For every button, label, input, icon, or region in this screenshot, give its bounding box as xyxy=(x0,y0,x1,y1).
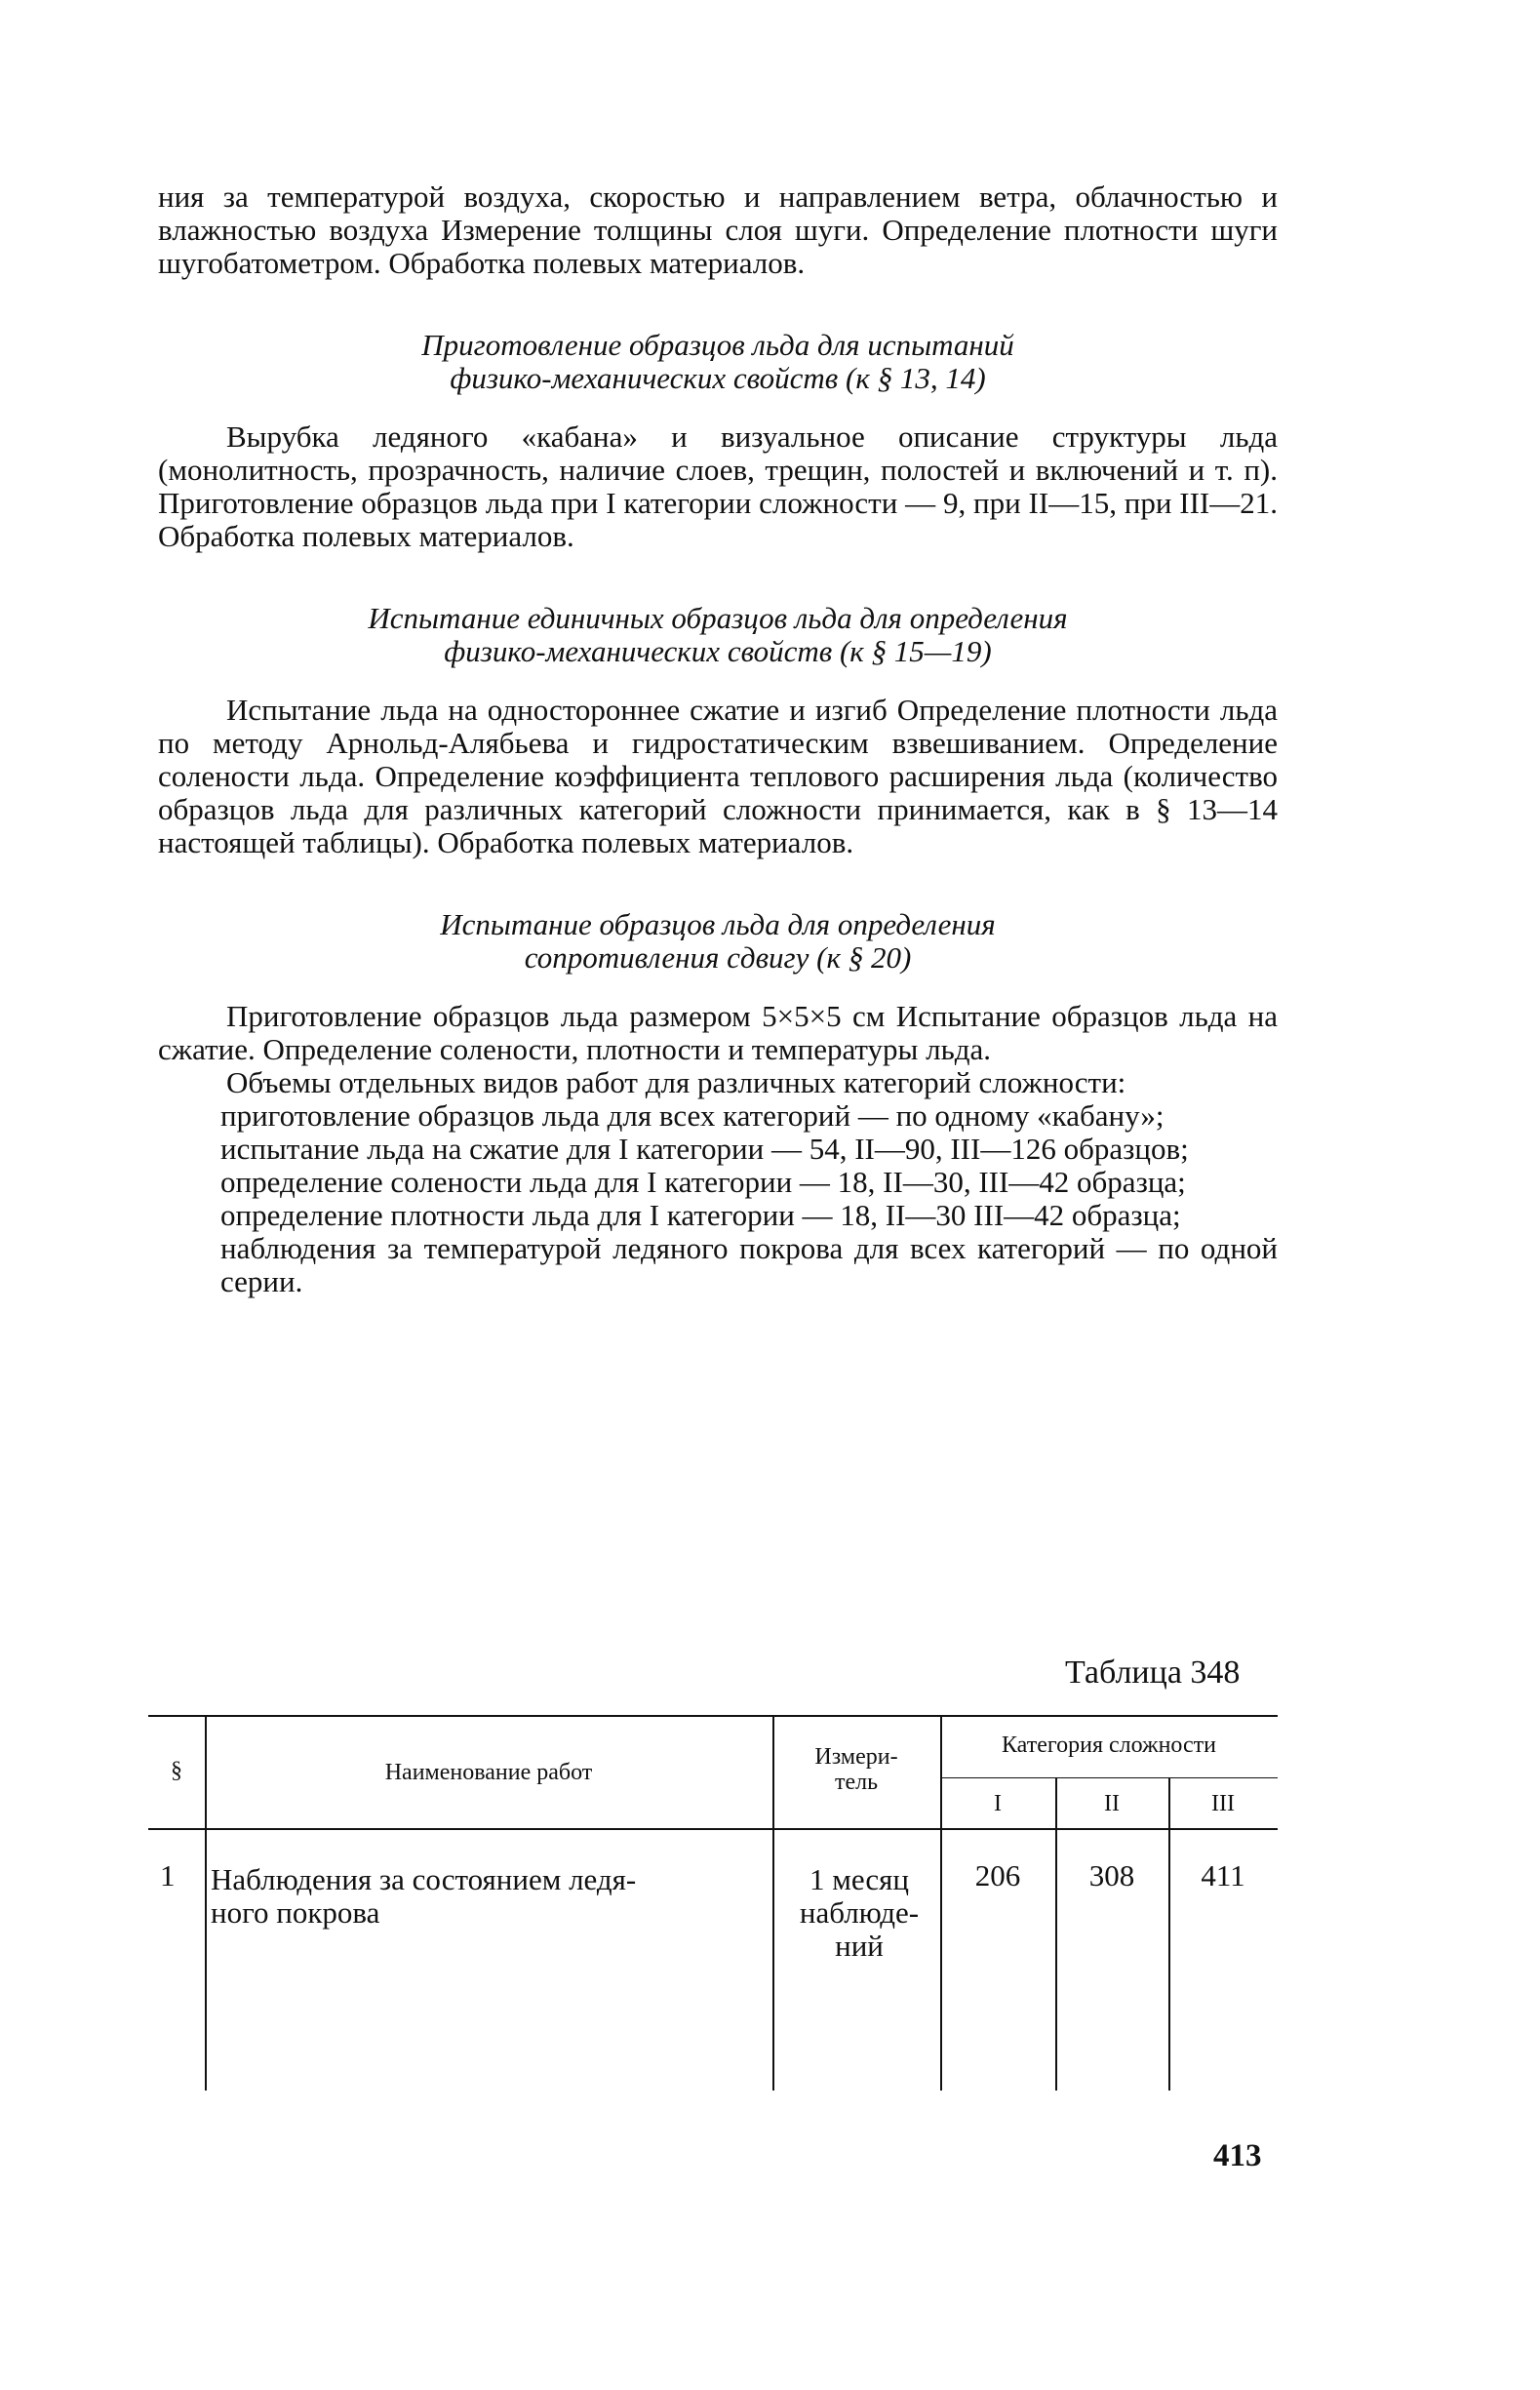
row1-meter-line1: 1 месяц xyxy=(809,1862,909,1896)
list-item: испытание льда на сжатие для I категории — 54, II—90, III—126 образцов; xyxy=(220,1132,1189,1166)
row1-name-line1: Наблюдения за состоянием ледя- xyxy=(211,1862,637,1896)
header-meter-line1: Измери- xyxy=(814,1744,898,1770)
row1-cat1: 206 xyxy=(974,1858,1021,1892)
volumes-list xyxy=(158,1099,1278,1298)
section3-heading-line1: Испытание образцов льда для определения xyxy=(440,907,996,941)
col-divider xyxy=(940,1715,942,2091)
section2-heading xyxy=(158,602,1278,668)
section2-heading-line2: физико-механических свойств (к § 15—19) xyxy=(444,634,992,668)
header-cat2: II xyxy=(1104,1791,1120,1816)
row1-cat2: 308 xyxy=(1088,1858,1135,1892)
section2-heading-line1: Испытание единичных образцов льда для определения xyxy=(368,601,1068,635)
section3-heading xyxy=(158,908,1278,975)
row1-meter-line3: ний xyxy=(835,1929,884,1963)
header-category: Категория сложности xyxy=(1001,1733,1217,1758)
header-meter-line2: тель xyxy=(834,1770,879,1795)
section3-heading-line2: сопротивления сдвигу (к § 20) xyxy=(524,940,912,975)
section3-text2: Объемы отдельных видов работ для различных категорий сложности: xyxy=(226,1065,1126,1099)
section1-heading xyxy=(158,329,1278,395)
header-bottom-rule xyxy=(148,1828,1278,1830)
header-num: § xyxy=(171,1758,182,1783)
row1-num: 1 xyxy=(160,1858,176,1892)
page-body xyxy=(158,180,1278,1298)
intro-paragraph: ния за температурой воздуха, скоростью и направлением ветра, облачностью и влажностью воздуха Измерение толщины слоя шуги. Определение плотности шуги шугобатометром. Обработка полевых материалов. xyxy=(158,179,1278,280)
col-divider xyxy=(1168,1777,1170,2091)
table-348 xyxy=(148,1715,1278,2091)
list-item: наблюдения за температурой ледяного покрова для всех категорий — по одной серии. xyxy=(220,1231,1278,1298)
col-divider xyxy=(1055,1777,1057,2091)
row1-meter-line2: наблюде- xyxy=(799,1895,920,1930)
list-item: приготовление образцов льда для всех категорий — по одному «кабану»; xyxy=(220,1098,1165,1133)
section1-heading-line1: Приготовление образцов льда для испытаний xyxy=(421,328,1014,362)
header-cat3: III xyxy=(1211,1791,1235,1816)
table-top-rule xyxy=(148,1715,1278,1717)
table-caption: Таблица 348 xyxy=(1065,1654,1241,1691)
section2-text: Испытание льда на одностороннее сжатие и изгиб Определение плотности льда по методу Арнольд-Алябьева и гидростатическим взвешиванием. Определение солености льда. Определение коэффициента теплового расширения льда (количество образцов льда для различных категорий сложности принимается, как в § 13—14 настоящей таблицы). Обработка полевых материалов. xyxy=(158,693,1278,859)
header-cat1: I xyxy=(994,1791,1002,1816)
section1-heading-line2: физико-механических свойств (к § 13, 14) xyxy=(450,361,986,395)
section1-text: Вырубка ледяного «кабана» и визуальное описание структуры льда (монолитность, прозрачность, наличие слоев, трещин, полостей и включений и т. п). Приготовление образцов льда при I категории сложности — 9, при II—15, при III—21. Обработка полевых материалов. xyxy=(158,419,1278,553)
row1-name-line2: ного покрова xyxy=(211,1895,380,1930)
page-number: 413 xyxy=(1213,2138,1262,2173)
list-item: определение солености льда для I категории — 18, II—30, III—42 образца; xyxy=(220,1165,1186,1199)
row1-cat3: 411 xyxy=(1201,1858,1245,1892)
header-name: Наименование работ xyxy=(384,1760,593,1785)
list-item: определение плотности льда для I категории — 18, II—30 III—42 образца; xyxy=(220,1198,1181,1232)
category-rule xyxy=(940,1777,1278,1778)
section3-text1: Приготовление образцов льда размером 5×5×5 см Испытание образцов льда на сжатие. Определение солености, плотности и температуры льда. xyxy=(158,999,1278,1066)
